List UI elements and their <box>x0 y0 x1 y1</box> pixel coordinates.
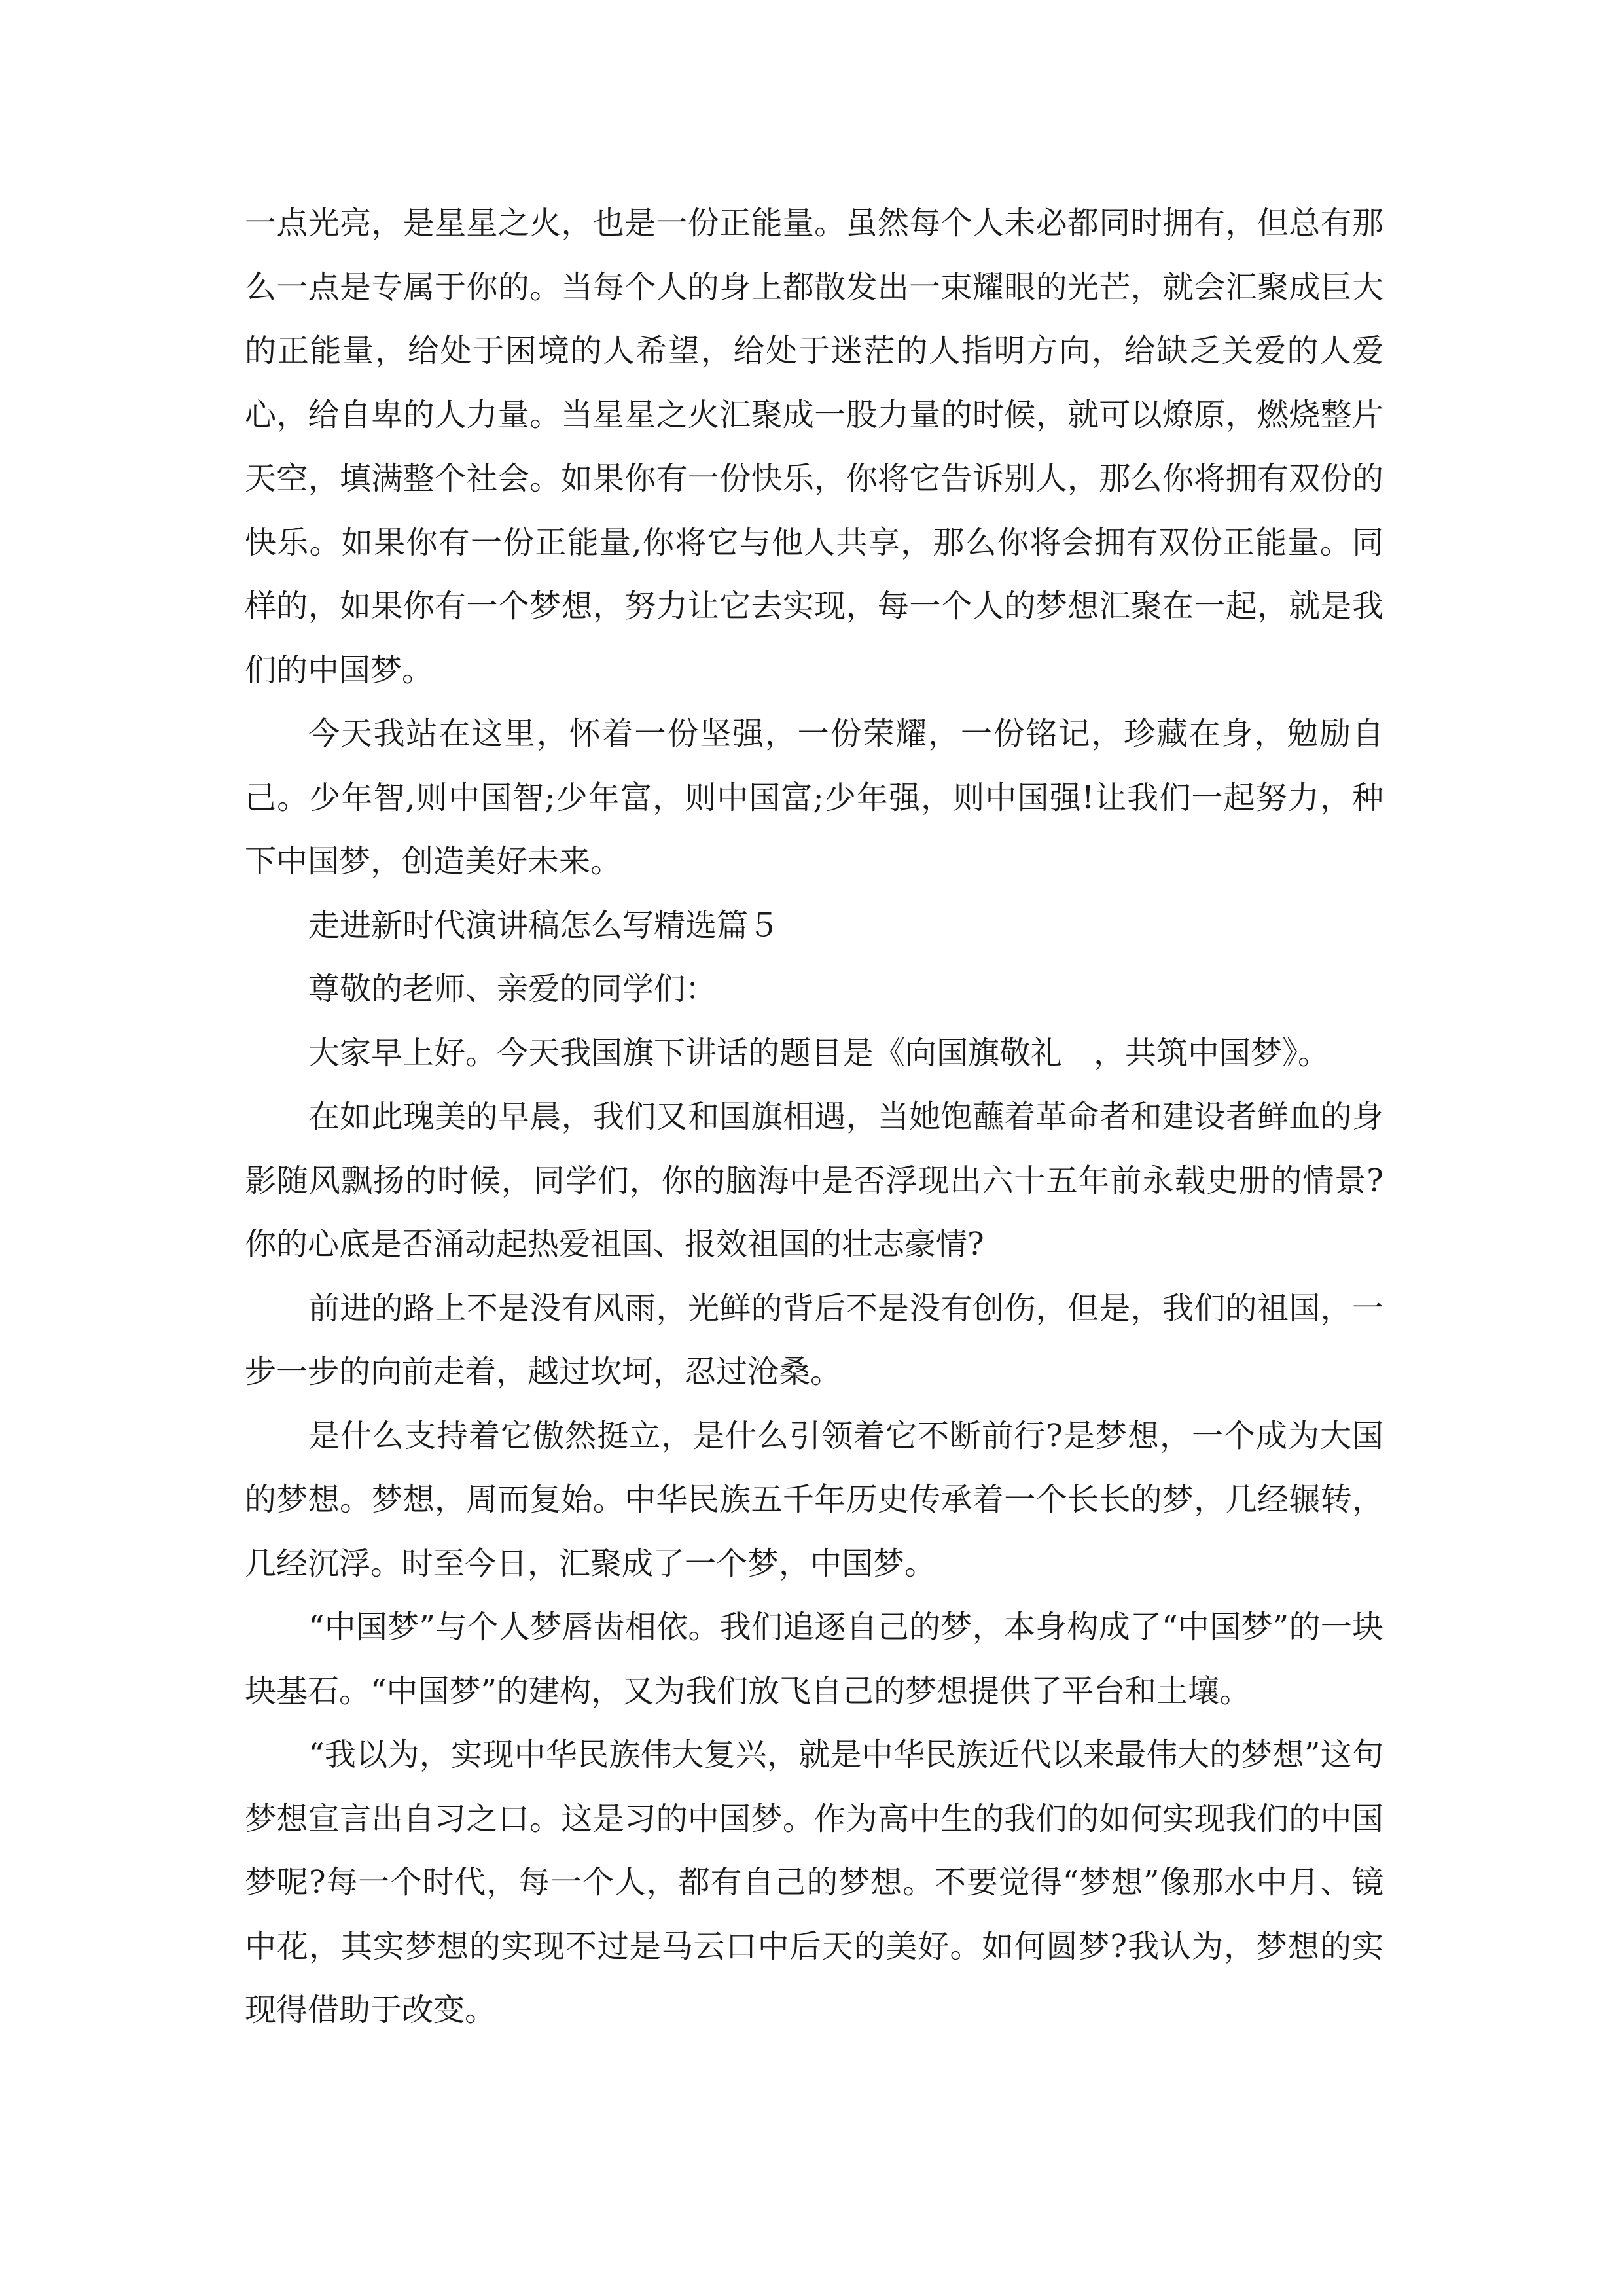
section-heading: 走进新时代演讲稿怎么写精选篇５ <box>308 906 780 944</box>
paragraph-9: “中国梦”与个人梦唇齿相依。我们追逐自己的梦，本身构成了“中国梦”的一块块基石。“中国梦”的建构，又为我们放飞自己的梦想提供了平台和土壤。 <box>245 1609 1383 1710</box>
paragraph-10: “我以为，实现中华民族伟大复兴，就是中华民族近代以来最伟大的梦想”这句梦想宣言出自习之口。这是习的中国梦。作为高中生的我们的如何实现我们的中国梦呢?每一个时代，每一个人，都有自己的梦想。不要觉得“梦想”像那水中月、镜中花，其实梦想的实现不过是马云口中后天的美好。如何圆梦?我认为，梦想的实现得借助于改变。 <box>245 1736 1383 2028</box>
document-body <box>245 192 1383 2043</box>
paragraph-8: 是什么支持着它傲然挺立，是什么引领着它不断前行?是梦想，一个成为大国的梦想。梦想，周而复始。中华民族五千年历史传承着一个长长的梦，几经辗转，几经沉浮。时至今日，汇聚成了一个梦，中国梦。 <box>245 1417 1383 1582</box>
paragraph-6: 在如此瑰美的早晨，我们又和国旗相遇，当她饱蘸着革命者和建设者鲜血的身影随风飘扬的时候，同学们，你的脑海中是否浮现出六十五年前永载史册的情景?你的心底是否涌动起热爱祖国、报效祖国的壮志豪情? <box>245 1098 1383 1263</box>
paragraph-1: 一点光亮，是星星之火，也是一份正能量。虽然每个人未必都同时拥有，但总有那么一点是专属于你的。当每个人的身上都散发出一束耀眼的光芒，就会汇聚成巨大的正能量，给处于困境的人希望，给处于迷茫的人指明方向，给缺乏关爱的人爱心，给自卑的人力量。当星星之火汇聚成一股力量的时候，就可以燎原，燃烧整片天空，填满整个社会。如果你有一份快乐，你将它告诉别人，那么你将拥有双份的快乐。如果你有一份正能量,你将它与他人共享，那么你将会拥有双份正能量。同样的，如果你有一个梦想，努力让它去实现，每一个人的梦想汇聚在一起，就是我们的中国梦。 <box>245 205 1383 689</box>
salutation: 尊敬的老师、亲爱的同学们： <box>308 971 717 1007</box>
paragraph-2: 今天我站在这里，怀着一份坚强，一份荣耀，一份铭记，珍藏在身，勉励自己。少年智,则中国智;少年富，则中国富;少年强，则中国强!让我们一起努力，种下中国梦，创造美好未来。 <box>245 715 1383 880</box>
greeting: 大家早上好。今天我国旗下讲话的题目是《向国旗敬礼 ，共筑中国梦》。 <box>308 1034 1330 1071</box>
paragraph-7: 前进的路上不是没有风雨，光鲜的背后不是没有创伤，但是，我们的祖国，一步一步的向前走着，越过坎坷，忍过沧桑。 <box>245 1289 1383 1390</box>
